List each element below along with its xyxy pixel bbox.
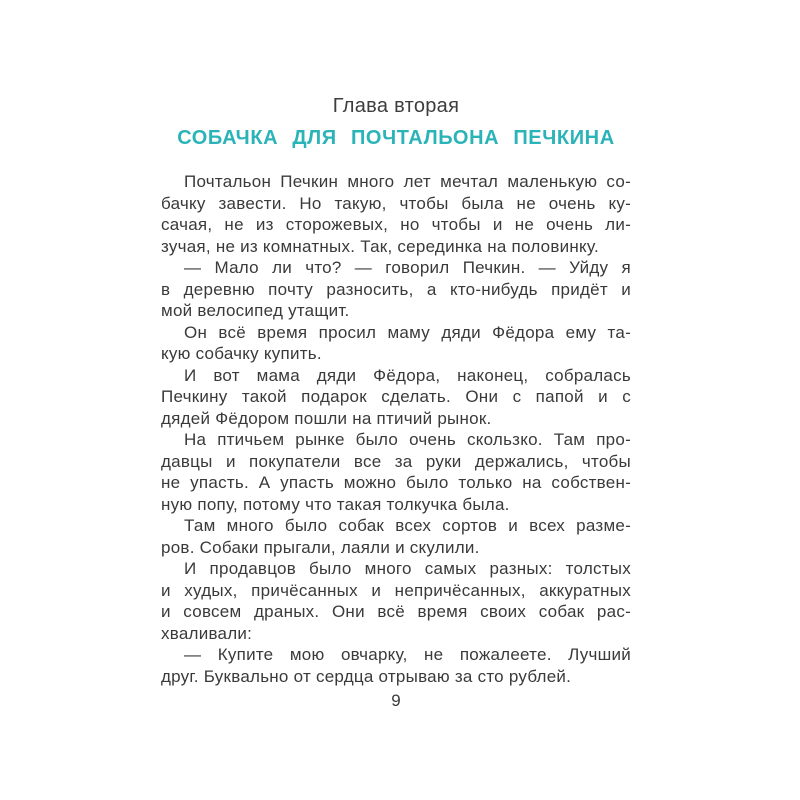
text-line: друг. Буквально от сердца отрываю за сто рублей.	[161, 666, 572, 686]
text-line: давцы и покупатели все за руки держались, чтобы	[161, 451, 631, 471]
text-line: хваливали:	[161, 623, 253, 643]
text-line: ную попу, потому что такая толкучка была.	[161, 494, 510, 514]
text-line: ров. Собаки прыгали, лаяли и скулили.	[161, 537, 480, 557]
text-line: кую собачку купить.	[161, 344, 322, 363]
text-line: в деревню почту разносить, а кто-нибудь придёт и	[161, 279, 631, 299]
text-line: дядей Фёдором пошли на птичий рынок.	[161, 408, 492, 428]
text-line: Печкину такой подарок сделать. Они с папой и с	[161, 387, 631, 406]
text-line: бачку завести. Но такую, чтобы была не очень ку-	[161, 193, 631, 213]
text-line: и совсем драных. Они всё время своих собак рас-	[161, 602, 631, 621]
text-line: мой велосипед утащит.	[161, 301, 350, 320]
text-line: сачая, не из сторожевых, но чтобы и не очень ли-	[161, 215, 631, 234]
text-line: И продавцов было много самых разных: толстых	[184, 559, 631, 578]
text-line: зучая, не из комнатных. Так, серединка на половинку.	[161, 236, 599, 256]
text-line: Там много было собак всех сортов и всех разме-	[184, 516, 631, 535]
text-line: На птичьем рынке было очень скользко. Там про-	[184, 430, 631, 449]
text-line: И вот мама дяди Фёдора, наконец, собралась	[184, 365, 631, 385]
text-line: — Купите мою овчарку, не пожалеете. Лучший	[184, 645, 631, 664]
text-line: не упасть. А упасть можно было только на собствен-	[161, 473, 631, 492]
body-text	[161, 171, 631, 687]
text-line: — Мало ли что? — говорил Печкин. — Уйду я	[184, 258, 631, 277]
text-line: Он всё время просил маму дяди Фёдора ему та-	[184, 322, 631, 342]
page-number: 9	[391, 691, 401, 710]
chapter-title: СОБАЧКА ДЛЯ ПОЧТАЛЬОНА ПЕЧКИНА	[177, 127, 615, 149]
text-line: и худых, причёсанных и непричёсанных, аккуратных	[161, 580, 631, 600]
text-line: Почтальон Печкин много лет мечтал маленькую со-	[184, 172, 631, 191]
text-column	[161, 95, 631, 687]
chapter-label: Глава вторая	[332, 95, 460, 117]
